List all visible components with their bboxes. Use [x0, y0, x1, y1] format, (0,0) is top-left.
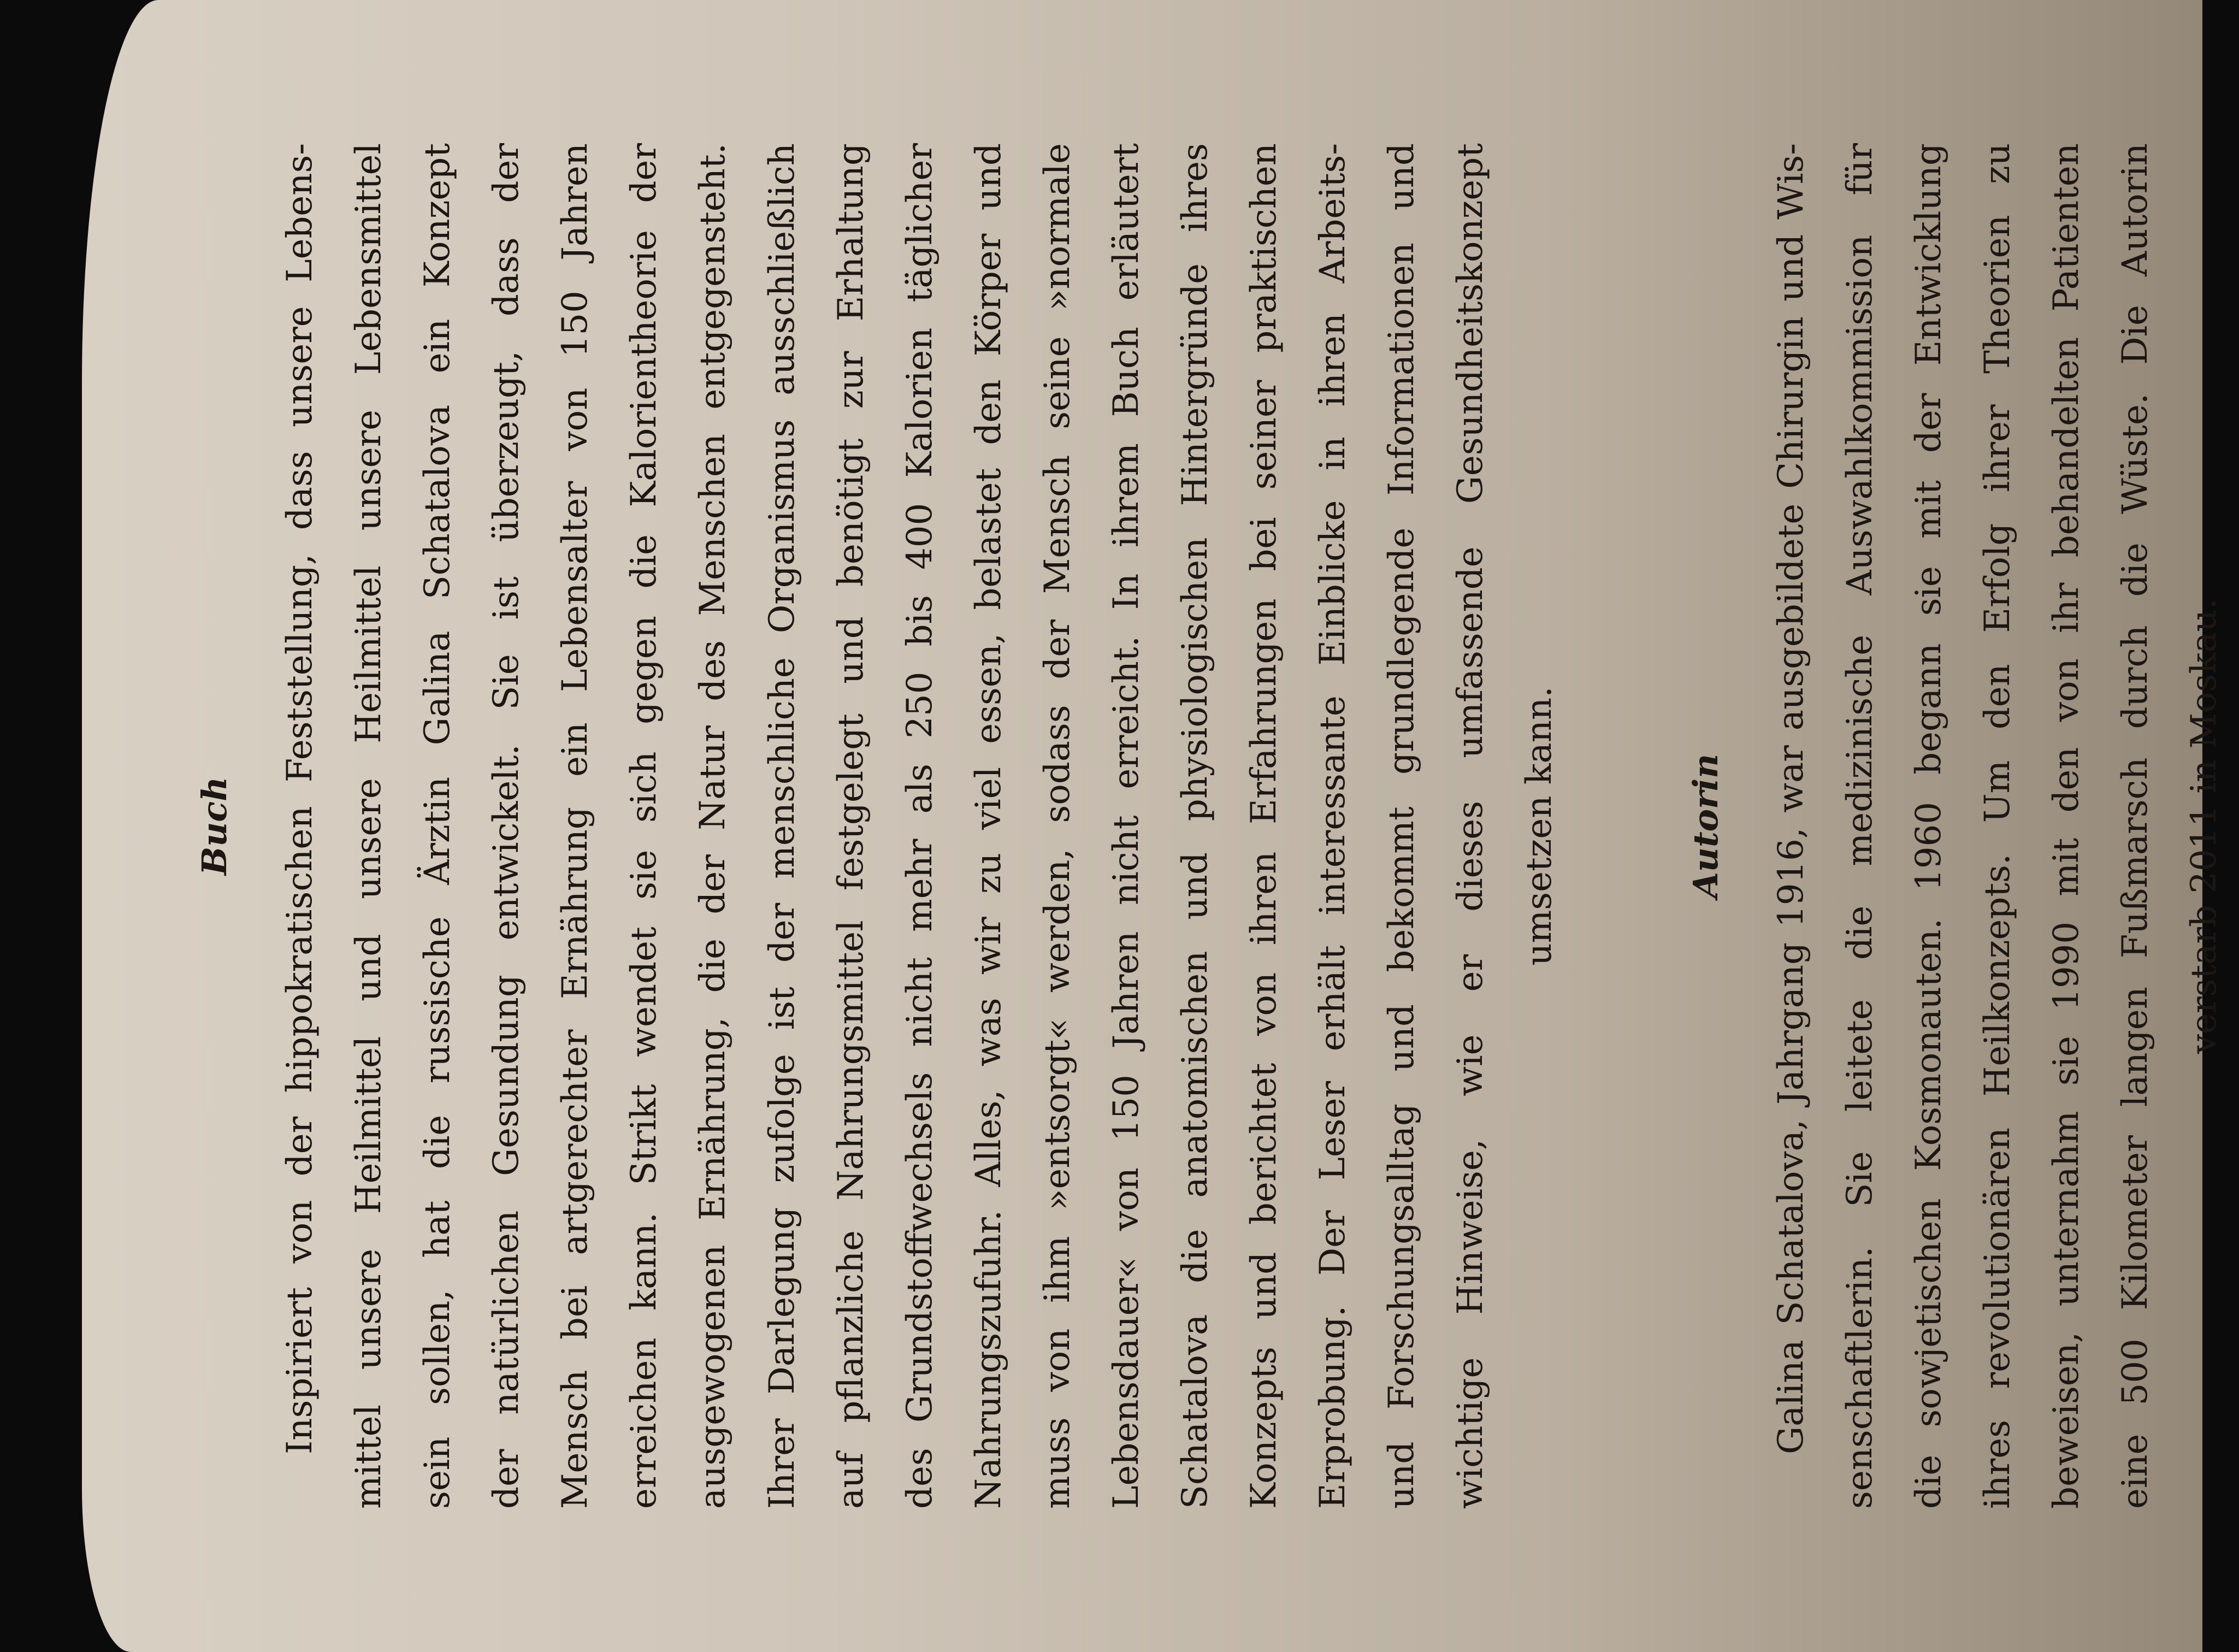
book-description [265, 143, 1574, 1509]
text-line: und Forschungsalltag und bekommt grundlegende Informationen und [1381, 143, 1422, 1509]
book-page [82, 0, 2225, 1652]
text-line: umsetzen kann. [1519, 686, 1560, 966]
text-line: Lebensdauer« von 150 Jahren nicht erreicht. In ihrem Buch erläutert [1106, 143, 1147, 1509]
author-bio [1757, 143, 2239, 1509]
text-line: wichtige Hinweise, wie er dieses umfassende Gesundheitskonzept [1450, 143, 1491, 1509]
text-line: Galina Schatalova, Jahrgang 1916, war ausgebildete Chirurgin und Wis- [1771, 143, 1811, 1454]
text-line: Inspiriert von der hippokratischen Feststellung, dass unsere Lebens- [280, 143, 320, 1454]
text-line: Nahrungszufuhr. Alles, was wir zu viel essen, belastet den Körper und [968, 143, 1009, 1509]
text-line: erreichen kann. Strikt wendet sie sich gegen die Kalorientheorie der [624, 143, 665, 1509]
text-line: die sowjetischen Kosmonauten. 1960 begann sie mit der Entwicklung [1909, 143, 1949, 1509]
text-line: ausgewogenen Ernährung, die der Natur des Menschen entgegensteht. [693, 143, 734, 1509]
text-line: ihres revolutionären Heilkonzepts. Um den Erfolg ihrer Theorien zu [1977, 143, 2018, 1509]
text-line: mittel unsere Heilmittel und unsere Heilmittel unsere Lebensmittel [348, 143, 389, 1509]
text-line: muss von ihm »entsorgt« werden, sodass der Mensch seine »normale [1037, 143, 1078, 1509]
text-line: der natürlichen Gesundung entwickelt. Sie ist überzeugt, dass der [486, 143, 527, 1509]
book-heading: Buch [194, 776, 234, 876]
text-line: Erprobung. Der Leser erhält interessante Einblicke in ihren Arbeits- [1313, 143, 1354, 1509]
rotated-text-block [173, 34, 2225, 1618]
text-line: eine 500 Kilometer langen Fußmarsch durch die Wüste. Die Autorin [2115, 143, 2156, 1509]
text-line: Mensch bei artgerechter Ernährung ein Lebensalter von 150 Jahren [555, 143, 596, 1509]
text-line: beweisen, unternahm sie 1990 mit den von ihr behandelten Patienten [2046, 143, 2087, 1509]
text-line: Konzepts und berichtet von ihren Erfahrungen bei seiner praktischen [1244, 143, 1285, 1509]
text-line: sein sollen, hat die russische Ärztin Galina Schatalova ein Konzept [417, 143, 458, 1509]
text-line: des Grundstoffwechsels nicht mehr als 250 bis 400 Kalorien täglicher [899, 143, 940, 1509]
text-line: verstarb 2011 in Moskau. [2184, 598, 2225, 1054]
text-line: Ihrer Darlegung zufolge ist der menschliche Organismus ausschließlich [761, 143, 802, 1509]
text-line: senschaftlerin. Sie leitete die medizinische Auswahlkommission für [1840, 143, 1881, 1509]
text-line: Schatalova die anatomischen und physiologischen Hintergründe ihres [1175, 143, 1216, 1509]
author-heading: Autorin [1686, 753, 1726, 899]
text-line: auf pflanzliche Nahrungsmittel festgelegt und benötigt zur Erhaltung [830, 143, 871, 1509]
